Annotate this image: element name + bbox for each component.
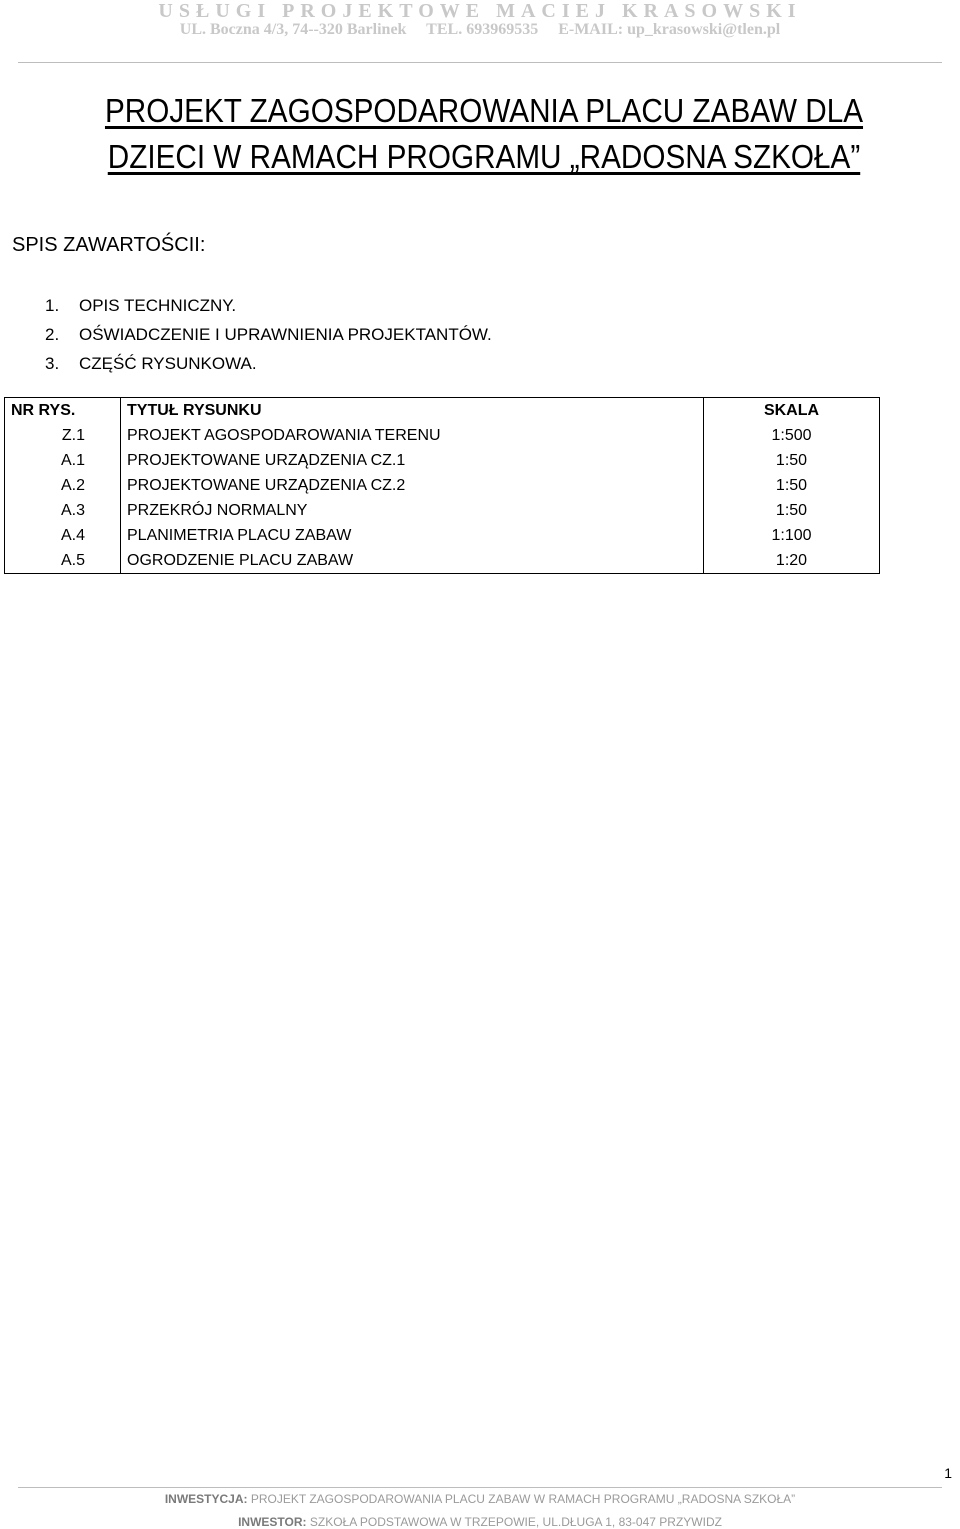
toc-item — [45, 320, 492, 349]
table-row — [5, 473, 880, 498]
drawing-scale: 1:50 — [704, 473, 880, 498]
footer-investment-label: INWESTYCJA: — [164, 1492, 248, 1506]
company-address: UL. Boczna 4/3, 74--320 Barlinek — [179, 21, 407, 38]
drawing-scale: 1:20 — [704, 548, 880, 574]
drawing-scale: 1:50 — [704, 448, 880, 473]
table-row — [5, 498, 880, 523]
toc-heading: SPIS ZAWARTOŚCII: — [12, 234, 206, 256]
drawing-title: PROJEKTOWANE URZĄDZENIA CZ.1 — [121, 448, 704, 473]
table-row — [5, 448, 880, 473]
column-header-number: NR RYS. — [5, 398, 121, 424]
header-divider — [18, 62, 942, 63]
drawing-number: A.1 — [5, 448, 121, 473]
drawing-title: PRZEKRÓJ NORMALNY — [121, 498, 704, 523]
document-title — [74, 88, 895, 180]
drawing-scale: 1:50 — [704, 498, 880, 523]
drawing-number: Z.1 — [5, 423, 121, 448]
drawing-scale: 1:500 — [704, 423, 880, 448]
drawing-title: PROJEKTOWANE URZĄDZENIA CZ.2 — [121, 473, 704, 498]
drawing-scale: 1:100 — [704, 523, 880, 548]
company-email: E-MAIL: up_krasowski@tlen.pl — [558, 21, 781, 38]
company-name: USŁUGI PROJEKTOWE MACIEJ KRASOWSKI — [158, 0, 802, 22]
company-contact-line — [0, 21, 960, 39]
drawings-table — [4, 397, 880, 574]
table-row — [5, 523, 880, 548]
column-header-title: TYTUŁ RYSUNKU — [121, 398, 704, 424]
toc-list — [45, 291, 492, 378]
drawing-number: A.3 — [5, 498, 121, 523]
page-number: 1 — [944, 1465, 952, 1481]
title-line-2: DZIECI W RAMACH PROGRAMU „RADOSNA SZKOŁA” — [107, 138, 861, 175]
drawing-number: A.5 — [5, 548, 121, 574]
company-phone: TEL. 693969535 — [426, 21, 539, 38]
toc-item-number: 3. — [45, 354, 60, 373]
drawing-title: OGRODZENIE PLACU ZABAW — [121, 548, 704, 574]
drawing-title: PROJEKT AGOSPODAROWANIA TERENU — [121, 423, 704, 448]
footer-investment — [0, 1492, 960, 1506]
toc-item — [45, 291, 492, 320]
table-row — [5, 548, 880, 574]
table-row — [5, 423, 880, 448]
column-header-scale: SKALA — [704, 398, 880, 424]
drawing-number: A.2 — [5, 473, 121, 498]
toc-item-label: OPIS TECHNICZNY. — [79, 296, 237, 315]
drawing-title: PLANIMETRIA PLACU ZABAW — [121, 523, 704, 548]
toc-item-number: 1. — [45, 296, 60, 315]
footer-investment-value: PROJEKT ZAGOSPODAROWANIA PLACU ZABAW W RAMACH PROGRAMU „RADOSNA SZKOŁA” — [250, 1492, 796, 1506]
toc-item-label: OŚWIADCZENIE I UPRAWNIENIA PROJEKTANTÓW. — [79, 325, 492, 344]
toc-item-number: 2. — [45, 325, 60, 344]
title-line-1: PROJEKT ZAGOSPODAROWANIA PLACU ZABAW DLA — [104, 92, 864, 129]
toc-item — [45, 349, 492, 378]
footer-investor-label: INWESTOR: — [238, 1515, 307, 1529]
drawing-number: A.4 — [5, 523, 121, 548]
footer-divider — [18, 1487, 942, 1488]
toc-item-label: CZĘŚĆ RYSUNKOWA. — [79, 354, 257, 373]
table-header-row — [5, 398, 880, 424]
footer-investor — [0, 1515, 960, 1529]
footer-investor-value: SZKOŁA PODSTAWOWA W TRZEPOWIE, UL.DŁUGA 1, 83-047 PRZYWIDZ — [309, 1515, 722, 1529]
